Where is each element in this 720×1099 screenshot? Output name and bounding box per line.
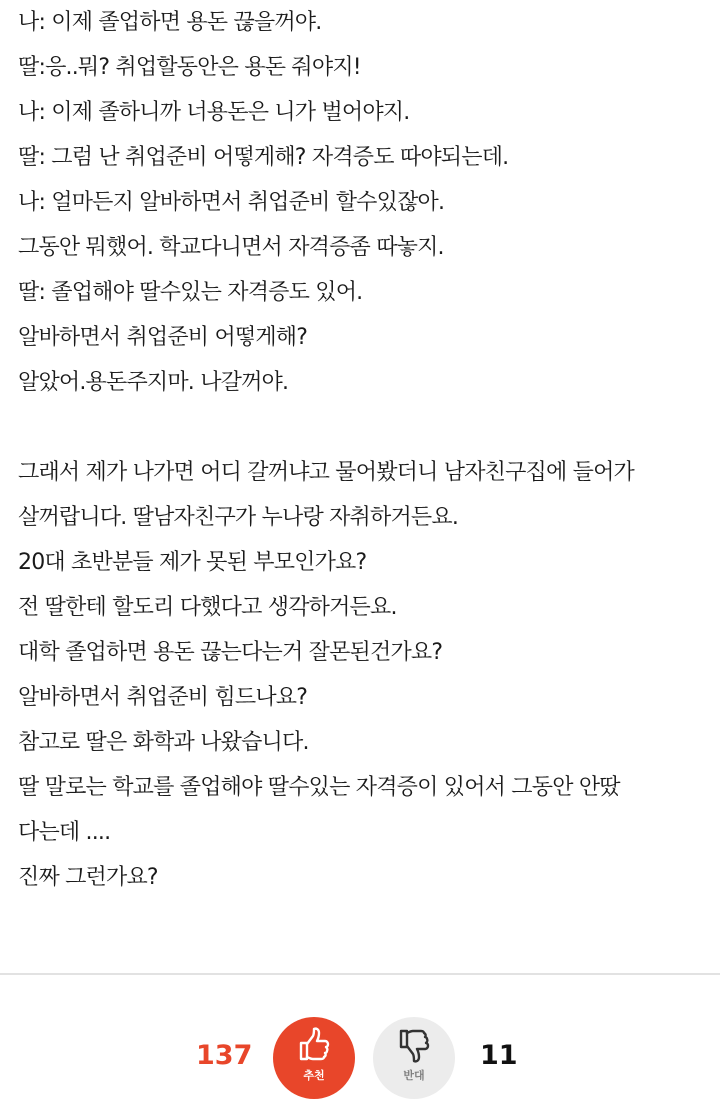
post-line: 그동안 뭐했어. 학교다니면서 자격증좀 따놓지. <box>18 235 444 260</box>
post-line: 딸: 졸업해야 딸수있는 자격증도 있어. <box>18 280 363 305</box>
post-line: 대학 졸업하면 용돈 끊는다는거 잘몬된건가요? <box>18 640 443 665</box>
post-line: 그래서 제가 나가면 어디 갈꺼냐고 물어봤더니 남자친구집에 들어가 <box>18 460 635 485</box>
paragraph-break <box>18 405 718 450</box>
thumbs-up-icon <box>294 1025 334 1065</box>
thumbs-down-icon <box>394 1025 434 1065</box>
post-line: 알바하면서 취업준비 힘드나요? <box>18 685 308 710</box>
downvote-button[interactable] <box>373 1017 455 1099</box>
post-line: 딸: 그럼 난 취업준비 어떻게해? 자격증도 따야되는데. <box>18 145 509 170</box>
upvote-label: 추천 <box>303 1069 325 1082</box>
vote-bar <box>0 1017 720 1088</box>
post-line: 20대 초반분들 제가 못된 부모인가요? <box>18 550 367 575</box>
downvote-count: 11 <box>480 1040 518 1071</box>
content-divider <box>0 973 720 975</box>
post-line: 알았어.용돈주지마. 나갈꺼야. <box>18 370 289 395</box>
downvote-label: 반대 <box>403 1069 425 1082</box>
upvote-count: 137 <box>196 1040 253 1071</box>
post-line: 참고로 딸은 화학과 나왔습니다. <box>18 730 309 755</box>
post-line: 전 딸한테 할도리 다했다고 생각하거든요. <box>18 595 397 620</box>
upvote-button[interactable] <box>273 1017 355 1099</box>
post-line: 나: 이제 졸업하면 용돈 끊을꺼야. <box>18 10 322 35</box>
post-line: 진짜 그런가요? <box>18 865 158 890</box>
post-line: 나: 얼마든지 알바하면서 취업준비 할수있잖아. <box>18 190 445 215</box>
post-line: 딸 말로는 학교를 졸업해야 딸수있는 자격증이 있어서 그동안 안땄 <box>18 775 620 800</box>
post-line: 알바하면서 취업준비 어떻게해? <box>18 325 308 350</box>
post-line: 딸:응..뭐? 취업할동안은 용돈 줘야지! <box>18 55 361 80</box>
post-line: 살꺼랍니다. 딸남자친구가 누나랑 자취하거든요. <box>18 505 459 530</box>
post-line: 나: 이제 졸하니까 너용돈은 니가 벌어야지. <box>18 100 410 125</box>
post-line: 다는데 .... <box>18 820 111 845</box>
post-body <box>18 0 718 900</box>
